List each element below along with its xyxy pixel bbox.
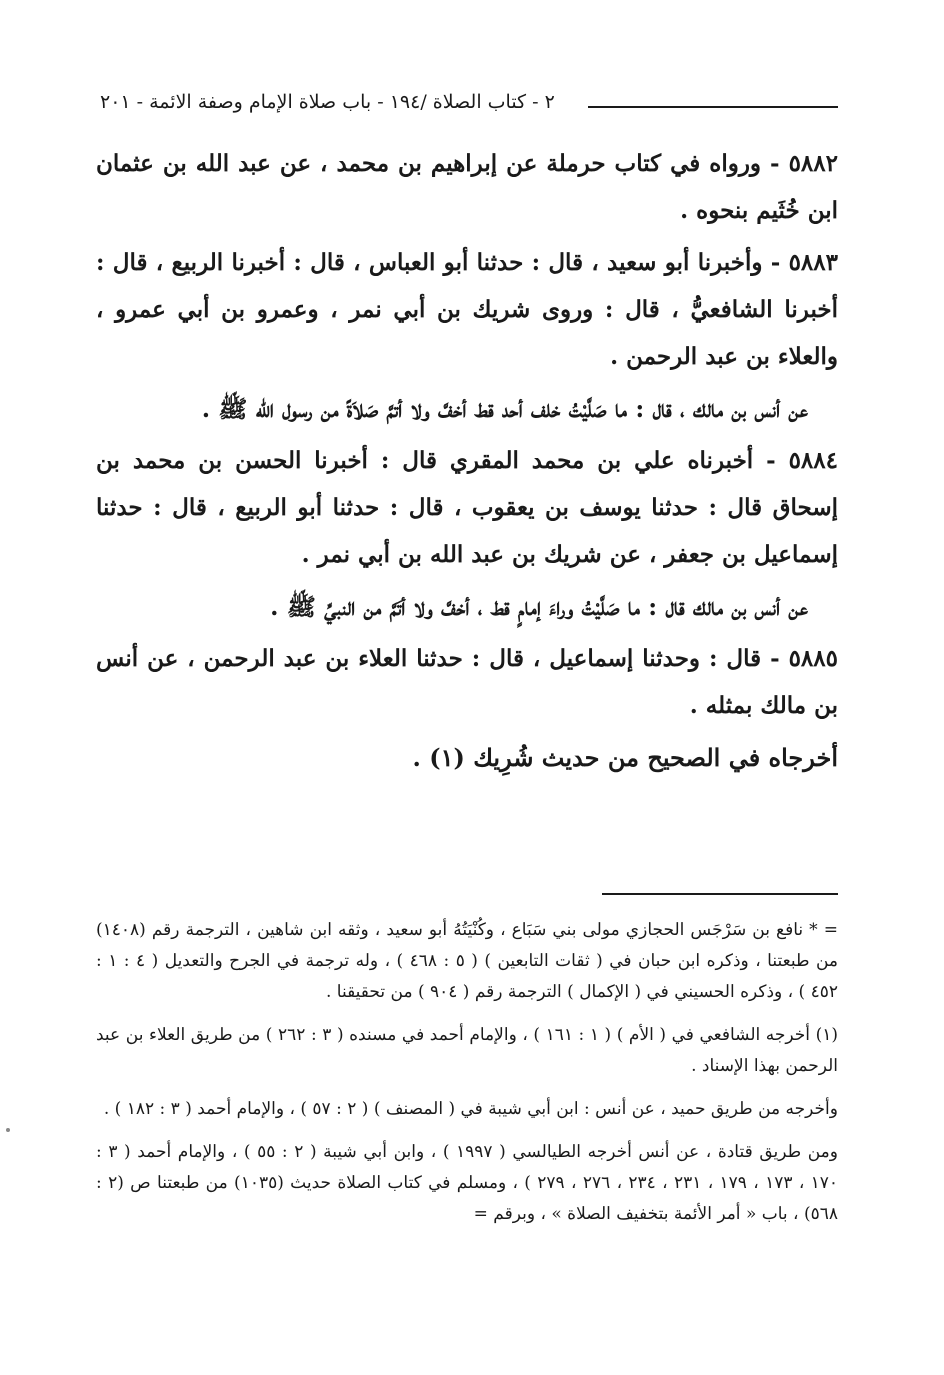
running-head-text: ٢ - كتاب الصلاة /١٩٤ - باب صلاة الإمام وصفة الائمة - ٢٠١ bbox=[100, 91, 555, 113]
footnote-1: (١) أخرجه الشافعي في ( الأم ) ( ١ : ١٦١ ) ، والإمام أحمد في مسنده ( ٣ : ٢٦٢ ) من طريق العلاء بن عبد الرحمن بهذا الإسناد . bbox=[96, 1025, 838, 1076]
footnote-1-cont-a: وأخرجه من طريق حميد ، عن أنس : ابن أبي شيبة في ( المصنف ) ( ٢ : ٥٧ ) ، والإمام أحمد ( ٣ : ١٨٢ ) . bbox=[103, 1099, 838, 1119]
footnote-1-cont-b: ومن طريق قتادة ، عن أنس أخرجه الطيالسي ( ١٩٩٧ ) ، وابن أبي شيبة ( ٢ : ٥٥ ) ، والإمام أحمد ( ٣ : ١٧٠ ، ١٧٣ ، ١٧٩ ، ٢٣١ ، ٢٣٤ ، ٢٧٦ ، ٢٧٩ ) ، ومسلم في كتاب الصلاة حديث (١٠٣٥) من طبعتنا ص (٢ : ٥٦٨) ، باب « أمر الأئمة بتخفيف الصلاة » ، وبرقم = bbox=[96, 1142, 839, 1224]
hadith-5882: ٥٨٨٢ - ورواه في كتاب حرملة عن إبراهيم بن محمد ، عن عبد الله بن عثمان ابن خُثَيم بنحوه . bbox=[96, 150, 838, 224]
hadith-5884: ٥٨٨٤ - أخبرناه علي بن محمد المقري قال : أخبرنا الحسن بن محمد بن إسحاق قال : حدثنا يوسف بن يعقوب ، قال : حدثنا أبو الربيع ، قال : حدثنا إسماعيل بن جعفر ، عن شريك بن عبد الله بن أبي نمر . bbox=[96, 447, 838, 568]
hadith-5883: ٥٨٨٣ - وأخبرنا أبو سعيد ، قال : حدثنا أبو العباس ، قال : أخبرنا الربيع ، قال : أخبرنا الشافعيُّ ، قال : وروى شريك بن أبي نمر ، وعمرو بن أبي عمرو ، والعلاء بن عبد الرحمن . bbox=[96, 249, 838, 370]
running-head-text-wrap bbox=[100, 86, 576, 117]
footnotes bbox=[96, 915, 838, 1242]
hadith-5884-matn: عن أنس بن مالك قال : ما صَلَّيْتُ وراءَ إمامٍ قط ، أخفَّ ولا أتَمَّ من النبيِّ ﷺ . bbox=[270, 592, 808, 621]
footnote-continued: = * نافع بن سَرْجَس الحجازي مولى بني سَبَاع ، وكُنْيَتُهُ أبو سعيد ، وثقه ابن شاهين ، الترجمة رقم (١٤٠٨) من طبعتنا ، وذكره ابن حبان في ( ثقات التابعين ) ( ٥ : ٤٦٨ ) ، وله ترجمة في الجرح والتعديل ( ٤ : ١ : ٤٥٢ ) ، وذكره الحسيني في ( الإكمال ) الترجمة رقم ( ٩٠٤ ) من تحقيقنا . bbox=[96, 920, 838, 1002]
hadith-5883-matn: عن أنس بن مالك ، قال : ما صَلَّيْتُ خلف أحد قط أخفَّ ولا أتمَّ صَلاَةً من رسول الله ﷺ . bbox=[201, 394, 808, 423]
running-head bbox=[100, 86, 838, 116]
hadith-5885: ٥٨٨٥ - قال : وحدثنا إسماعيل ، قال : حدثنا العلاء بن عبد الرحمن ، عن أنس بن مالك بمثله . bbox=[96, 645, 838, 719]
closing-note: أخرجاه في الصحيح من حديث شُرِيك (١) . bbox=[412, 743, 838, 772]
scan-edge-mark bbox=[6, 1128, 10, 1132]
running-head-rule bbox=[588, 106, 838, 108]
footnote-separator bbox=[602, 893, 838, 895]
main-text bbox=[96, 140, 838, 786]
